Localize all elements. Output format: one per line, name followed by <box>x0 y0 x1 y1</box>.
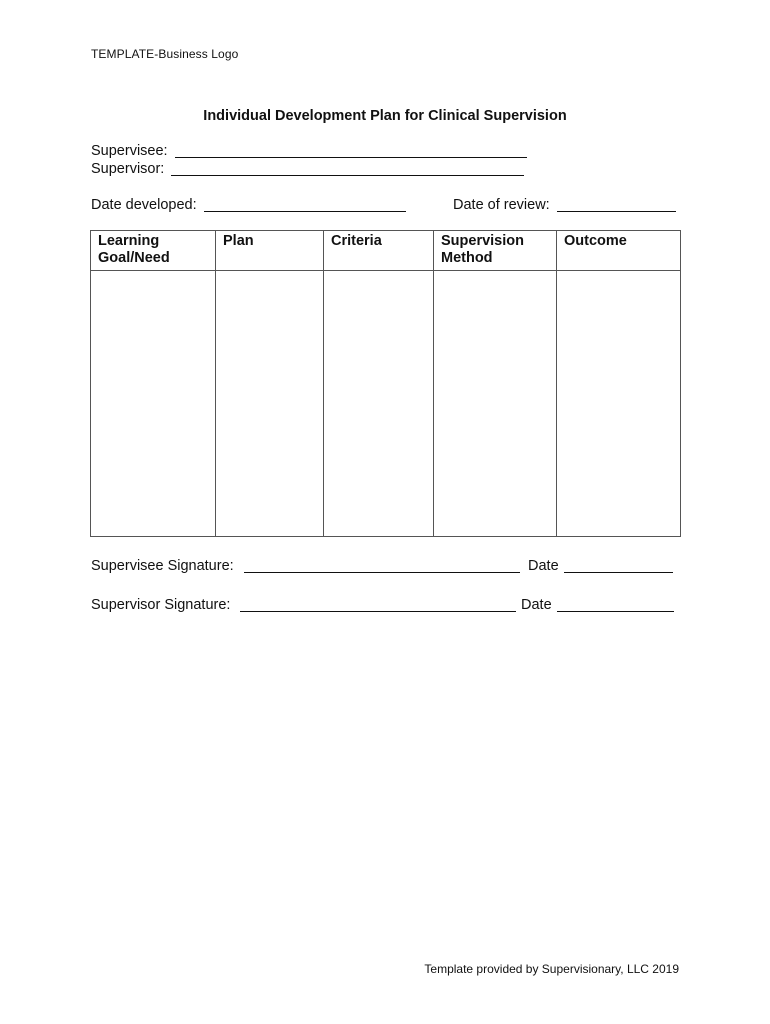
business-logo-placeholder: TEMPLATE-Business Logo <box>91 47 239 61</box>
table-row <box>91 271 681 537</box>
date-developed-field[interactable] <box>204 211 406 212</box>
date-of-review-label: Date of review: <box>453 197 550 213</box>
column-header-criteria: Criteria <box>324 231 434 271</box>
supervisee-date-field[interactable] <box>564 572 673 573</box>
supervisor-signature-field[interactable] <box>240 611 516 612</box>
learning-goal-cell[interactable] <box>91 271 216 537</box>
criteria-cell[interactable] <box>324 271 434 537</box>
development-plan-table <box>90 230 681 537</box>
supervisor-date-label: Date <box>521 597 552 613</box>
supervision-method-cell[interactable] <box>434 271 557 537</box>
supervisor-date-field[interactable] <box>557 611 674 612</box>
plan-cell[interactable] <box>216 271 324 537</box>
column-header-plan: Plan <box>216 231 324 271</box>
outcome-cell[interactable] <box>557 271 681 537</box>
supervisee-signature-field[interactable] <box>244 572 520 573</box>
supervisee-date-label: Date <box>528 558 559 574</box>
supervisee-field[interactable] <box>175 157 527 158</box>
date-of-review-field[interactable] <box>557 211 676 212</box>
date-developed-label: Date developed: <box>91 197 197 213</box>
supervisor-field[interactable] <box>171 175 524 176</box>
column-header-learning-goal: Learning Goal/Need <box>91 231 216 271</box>
supervisee-signature-label: Supervisee Signature: <box>91 558 234 574</box>
page-title: Individual Development Plan for Clinical Supervision <box>203 108 567 124</box>
column-header-outcome: Outcome <box>557 231 681 271</box>
supervisor-label: Supervisor: <box>91 161 165 177</box>
table-header-row <box>91 231 681 271</box>
supervisee-label: Supervisee: <box>91 143 168 159</box>
supervisor-signature-label: Supervisor Signature: <box>91 597 231 613</box>
footer-credit: Template provided by Supervisionary, LLC 2019 <box>424 962 679 976</box>
column-header-supervision-method: Supervision Method <box>434 231 557 271</box>
